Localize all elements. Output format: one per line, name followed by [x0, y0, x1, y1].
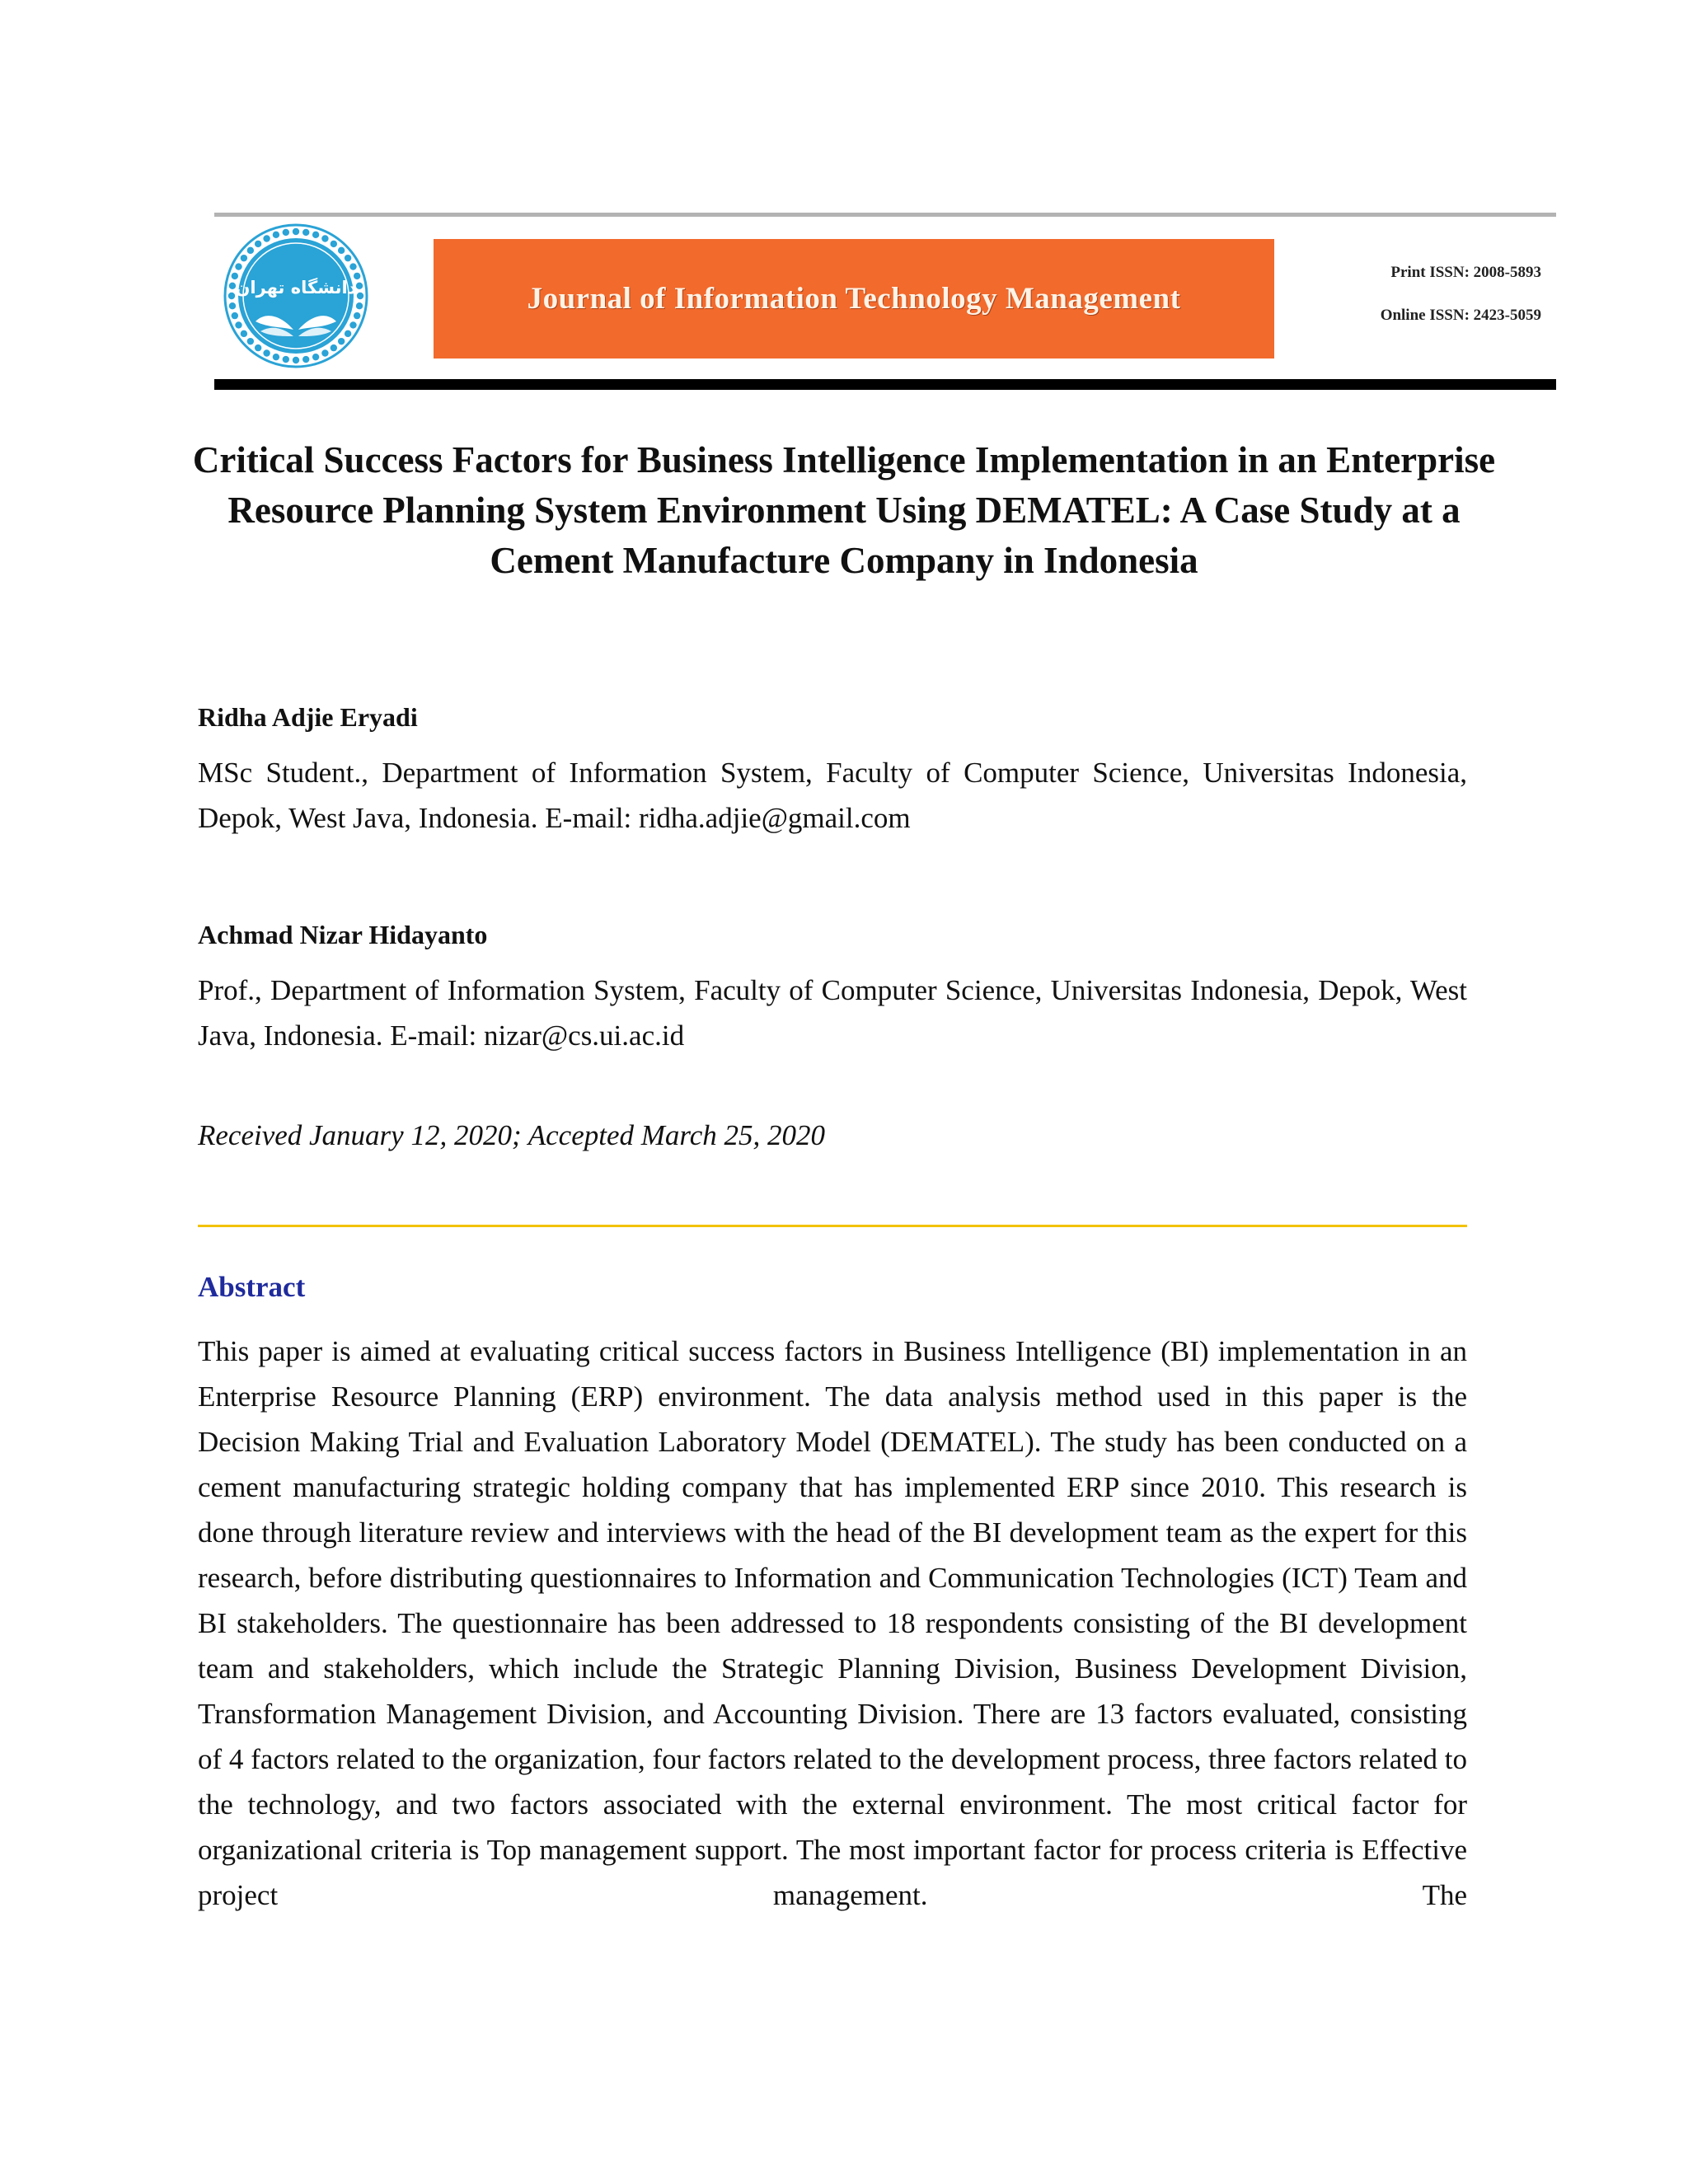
logo-bead	[338, 338, 345, 344]
logo-bead	[283, 229, 289, 236]
logo-bead	[283, 356, 289, 363]
logo-bead	[312, 354, 319, 360]
author-name-2: Achmad Nizar Hidayanto	[198, 920, 488, 949]
abstract-heading: Abstract	[198, 1271, 306, 1303]
logo-bead	[263, 235, 270, 241]
logo-bead	[349, 263, 356, 269]
online-issn: Online ISSN: 2423-5059	[1380, 307, 1541, 324]
logo-bead	[273, 354, 279, 360]
logo-bead	[302, 356, 309, 363]
author-affiliation-2: Prof., Department of Information System, Faculty of Computer Science, Universitas Indonesia, Depok, West Java, Indonesia. E-mail: nizar@cs.ui.ac.id	[198, 974, 1467, 1052]
logo-bead	[247, 338, 254, 344]
logo-bead	[255, 344, 261, 351]
logo-bead	[338, 247, 345, 254]
logo-bead	[247, 247, 254, 254]
logo-script-text: دانشگاه تهران	[235, 278, 357, 298]
logo-bead	[229, 302, 236, 309]
header-bottom-rule	[214, 379, 1556, 390]
logo-bead	[356, 283, 363, 289]
logo-bead	[321, 349, 328, 356]
received-accepted-dates: Received January 12, 2020; Accepted March 25, 2020	[198, 1119, 825, 1151]
section-divider	[198, 1225, 1467, 1227]
print-issn: Print ISSN: 2008-5893	[1390, 264, 1541, 281]
author-name-1: Ridha Adjie Eryadi	[198, 702, 418, 732]
logo-bead	[356, 302, 363, 309]
logo-bead	[228, 293, 235, 299]
logo-bead	[331, 241, 337, 247]
author-affiliation-1: MSc Student., Department of Information System, Faculty of Computer Science, Universitas Indonesia, Depok, West Java, Indonesia. E-mail: ridha.adjie@gmail.com	[198, 757, 1467, 834]
logo-bead	[241, 330, 247, 337]
logo-bead	[273, 232, 279, 238]
logo-bead	[263, 349, 270, 356]
abstract-body: This paper is aimed at evaluating critical success factors in Business Intelligence (BI) implementation in an Enterprise Resource Planning (ERP) environment. The data analysis method used in this paper is the Decision Making Trial and Evaluation Laboratory Model (DEMATEL). The study has been conducted on a cement manufacturing strategic holding company that has implemented ERP since 2010. This research is done through literature review and interviews with the head of the BI development team as the expert for this research, before distributing questionnaires to Information and Communication Technologies (ICT) Team and BI stakeholders. The questionnaire has been addressed to 18 respondents consisting of the BI development team and stakeholders, which include the Strategic Planning Division, Business Development Division, Transformation Management Division, and Accounting Division. There are 13 factors evaluated, consisting of 4 factors related to the organization, four factors related to the development process, three factors related to the technology, and two factors associated with the external environment. The most critical factor for organizational criteria is Top management support. The most important factor for process criteria is Effective project management. The	[198, 1335, 1467, 1911]
journal-name: Journal of Information Technology Management	[527, 282, 1181, 316]
logo-bead	[321, 235, 328, 241]
logo-bead	[345, 255, 351, 261]
logo-bead	[241, 255, 247, 261]
logo-bead	[354, 312, 360, 319]
journal-banner	[434, 239, 1274, 359]
logo-bead	[357, 293, 363, 299]
logo-bead	[255, 241, 261, 247]
logo-bead	[235, 321, 241, 328]
logo-bead	[235, 263, 241, 269]
header-top-rule	[214, 213, 1556, 217]
university-logo	[223, 223, 369, 369]
logo-bead	[349, 321, 356, 328]
logo-bead	[302, 229, 309, 236]
logo-bead	[232, 312, 238, 319]
logo-bead	[293, 228, 299, 235]
logo-bead	[345, 330, 351, 337]
paper-title: Critical Success Factors for Business Intelligence Implementation in an Enterprise Resource Planning System Environment Using DEMATEL: A Case Study at a Cement Manufacture Company in Indonesia	[192, 439, 1496, 581]
logo-bead	[293, 357, 299, 363]
logo-bead	[312, 232, 319, 238]
logo-bead	[331, 344, 337, 351]
